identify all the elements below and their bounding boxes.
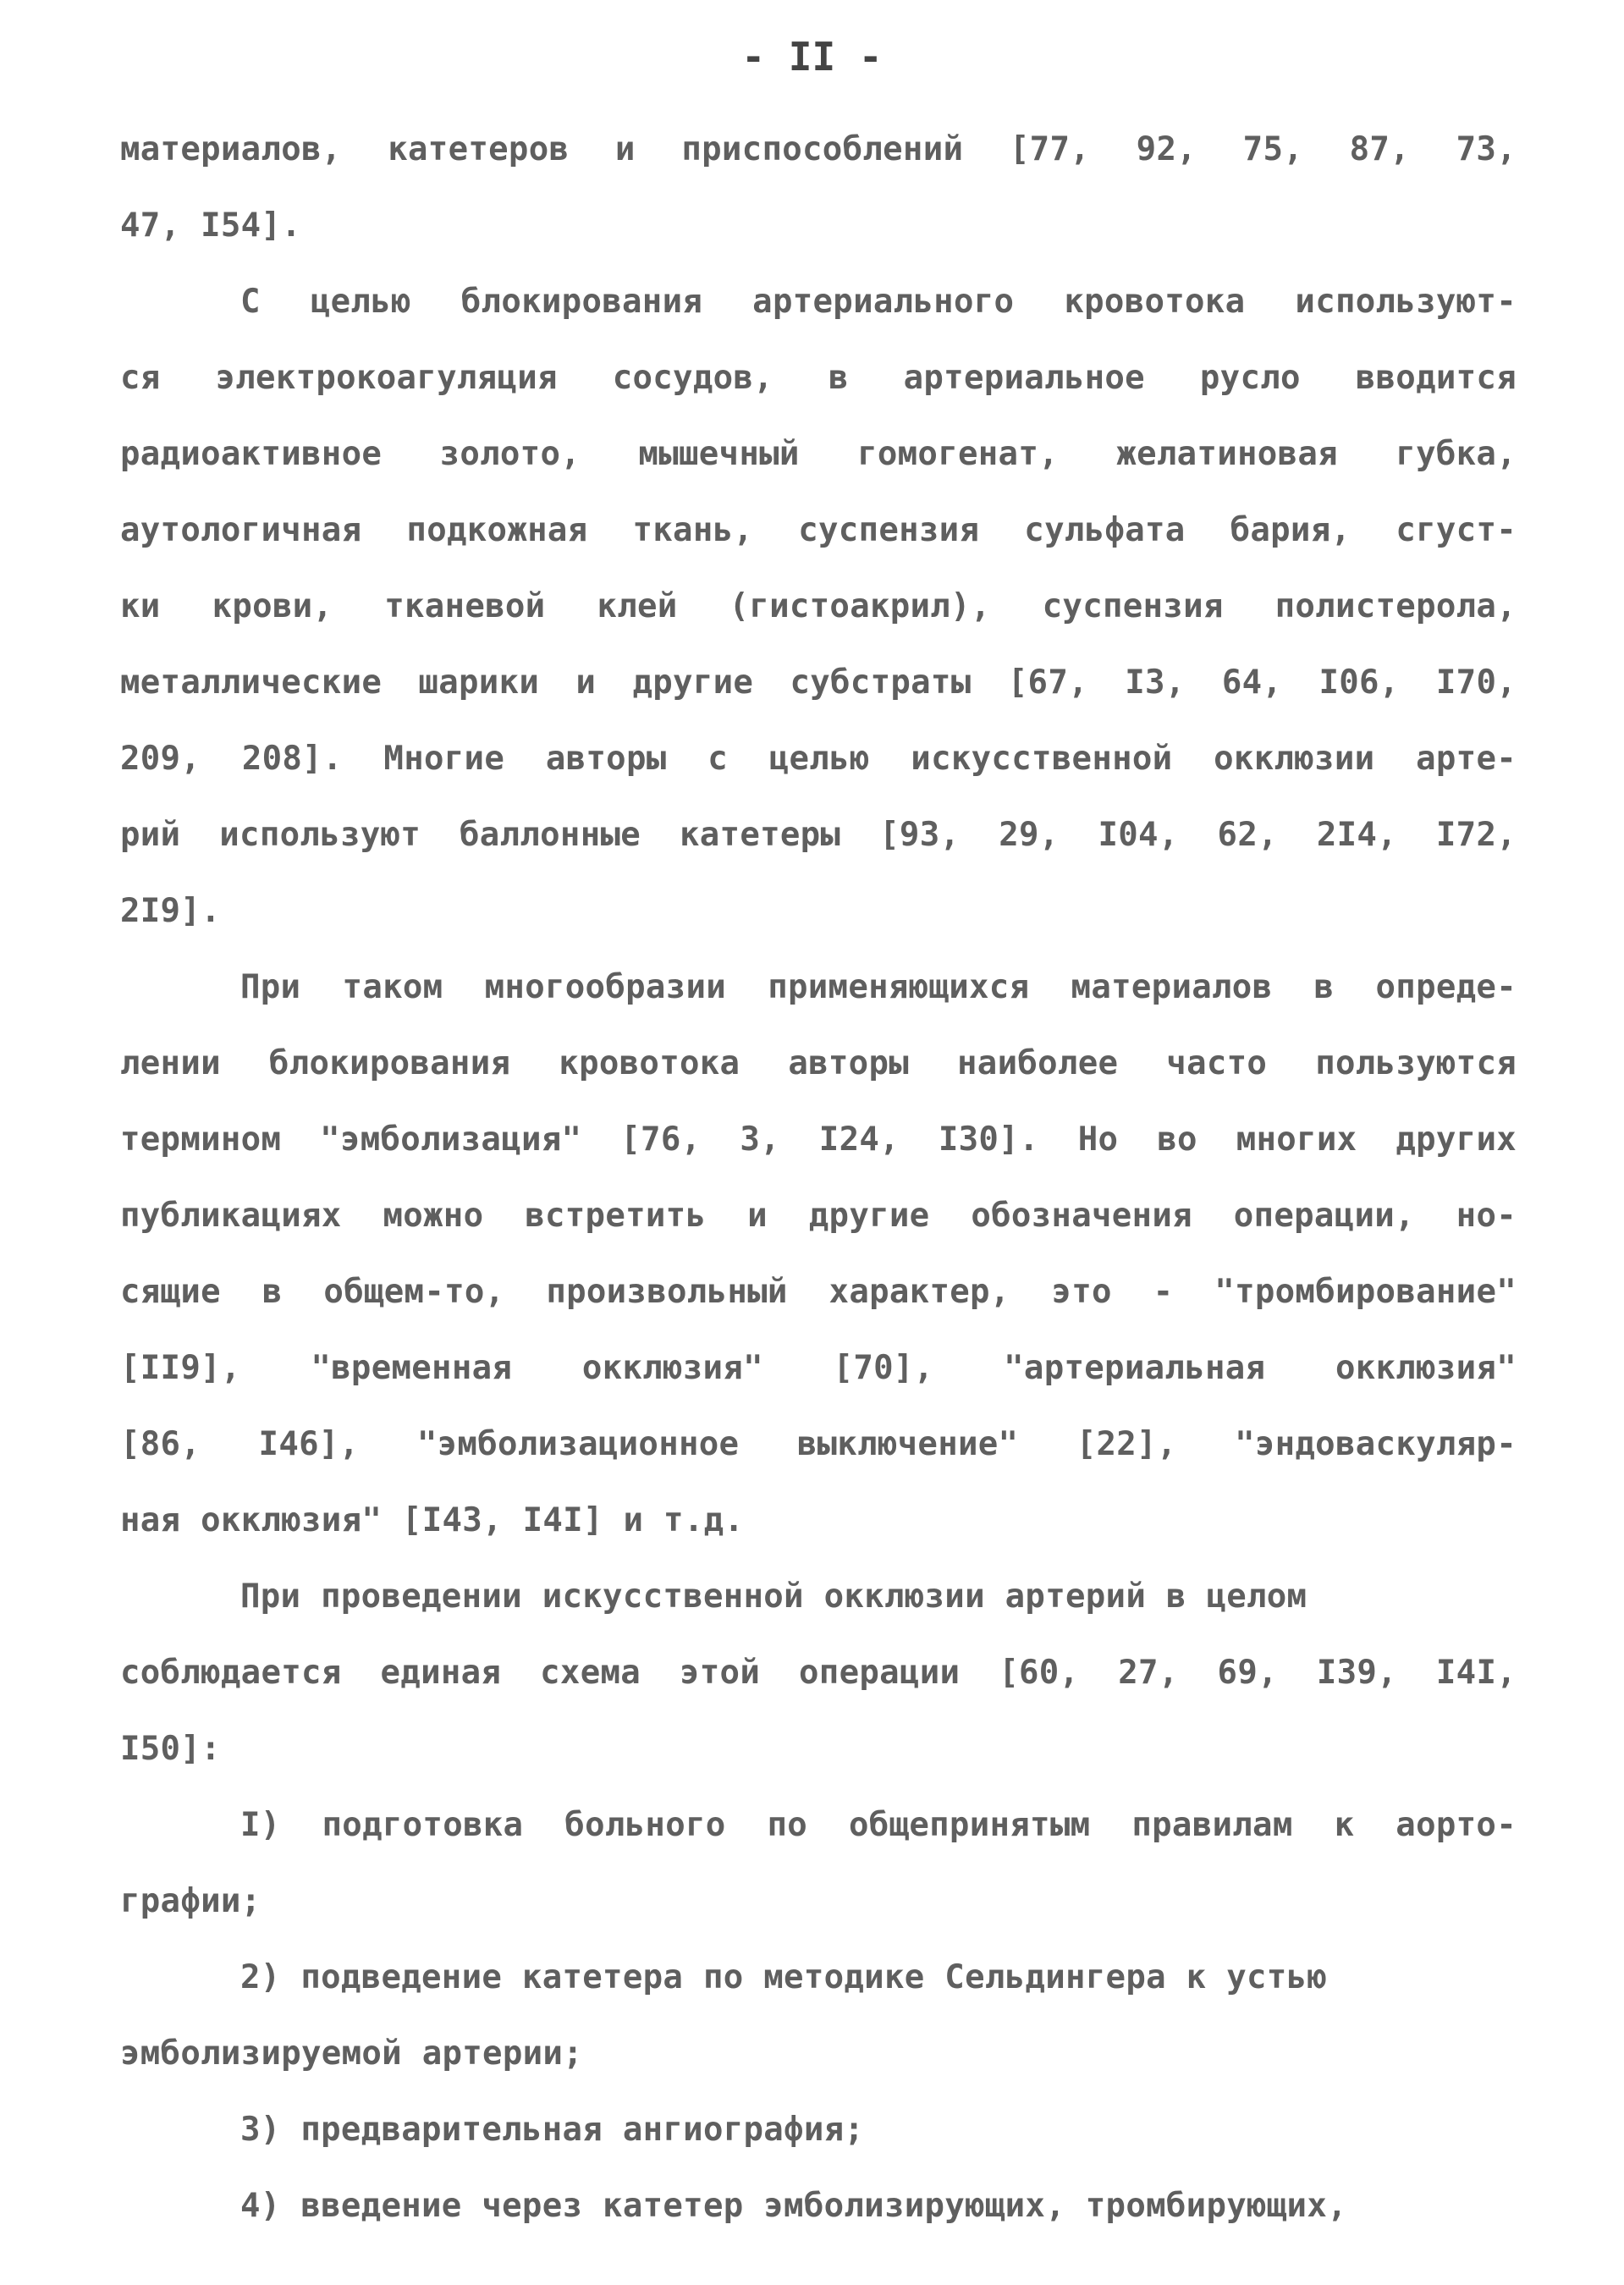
- text-line: 4) введение через катетер эмболизирующих, тромбирующих,: [240, 2187, 1347, 2225]
- body-text: [120, 112, 1517, 2244]
- text-line: 209, 208]. Многие авторы с целью искусственной окклюзии арте-: [120, 740, 1517, 778]
- text-line: материалов, катетеров и приспособлений [77, 92, 75, 87, 73,: [120, 130, 1517, 168]
- text-line: лении блокирования кровотока авторы наиболее часто пользуются: [120, 1044, 1517, 1082]
- text-line: сящие в общем-то, произвольный характер, это - "тромбирование": [120, 1273, 1517, 1311]
- text-line: ся электрокоагуляция сосудов, в артериальное русло вводится: [120, 359, 1517, 397]
- text-line: металлические шарики и другие субстраты [67, I3, 64, I06, I70,: [120, 663, 1517, 702]
- text-line: 2) подведение катетера по методике Сельдингера к устью: [240, 1958, 1328, 1996]
- text-line: соблюдается единая схема этой операции [60, 27, 69, I39, I4I,: [120, 1654, 1517, 1692]
- text-line: 2I9].: [120, 892, 221, 930]
- text-line: При таком многообразии применяющихся материалов в опреде-: [240, 968, 1517, 1006]
- text-line: термином "эмболизация" [76, 3, I24, I30]. Но во многих других: [120, 1120, 1517, 1159]
- text-line: графии;: [120, 1882, 261, 1920]
- text-line: ки крови, тканевой клей (гистоакрил), суспензия полистерола,: [120, 587, 1517, 625]
- text-line: При проведении искусственной окклюзии артерий в целом: [240, 1577, 1307, 1616]
- text-line: С целью блокирования артериального кровотока используют-: [240, 283, 1517, 321]
- text-line: ная окклюзия" [I43, I4I] и т.д.: [120, 1501, 745, 1539]
- text-line: радиоактивное золото, мышечный гомогенат, желатиновая губка,: [120, 435, 1517, 473]
- text-line: эмболизируемой артерии;: [120, 2034, 583, 2073]
- text-line: [86, I46], "эмболизационное выключение" [22], "эндоваскуляр-: [120, 1425, 1517, 1463]
- text-line: [II9], "временная окклюзия" [70], "артериальная окклюзия": [120, 1349, 1517, 1387]
- text-line: публикациях можно встретить и другие обозначения операции, но-: [120, 1197, 1517, 1235]
- page-number: - II -: [741, 34, 883, 80]
- text-line: 47, I54].: [120, 206, 302, 245]
- text-line: I50]:: [120, 1730, 221, 1768]
- text-line: 3) предварительная ангиография;: [240, 2111, 865, 2149]
- text-line: аутологичная подкожная ткань, суспензия сульфата бария, сгуст-: [120, 511, 1517, 549]
- text-line: рий используют баллонные катетеры [93, 29, I04, 62, 2I4, I72,: [120, 816, 1517, 854]
- text-line: I) подготовка больного по общепринятым правилам к аорто-: [240, 1806, 1517, 1844]
